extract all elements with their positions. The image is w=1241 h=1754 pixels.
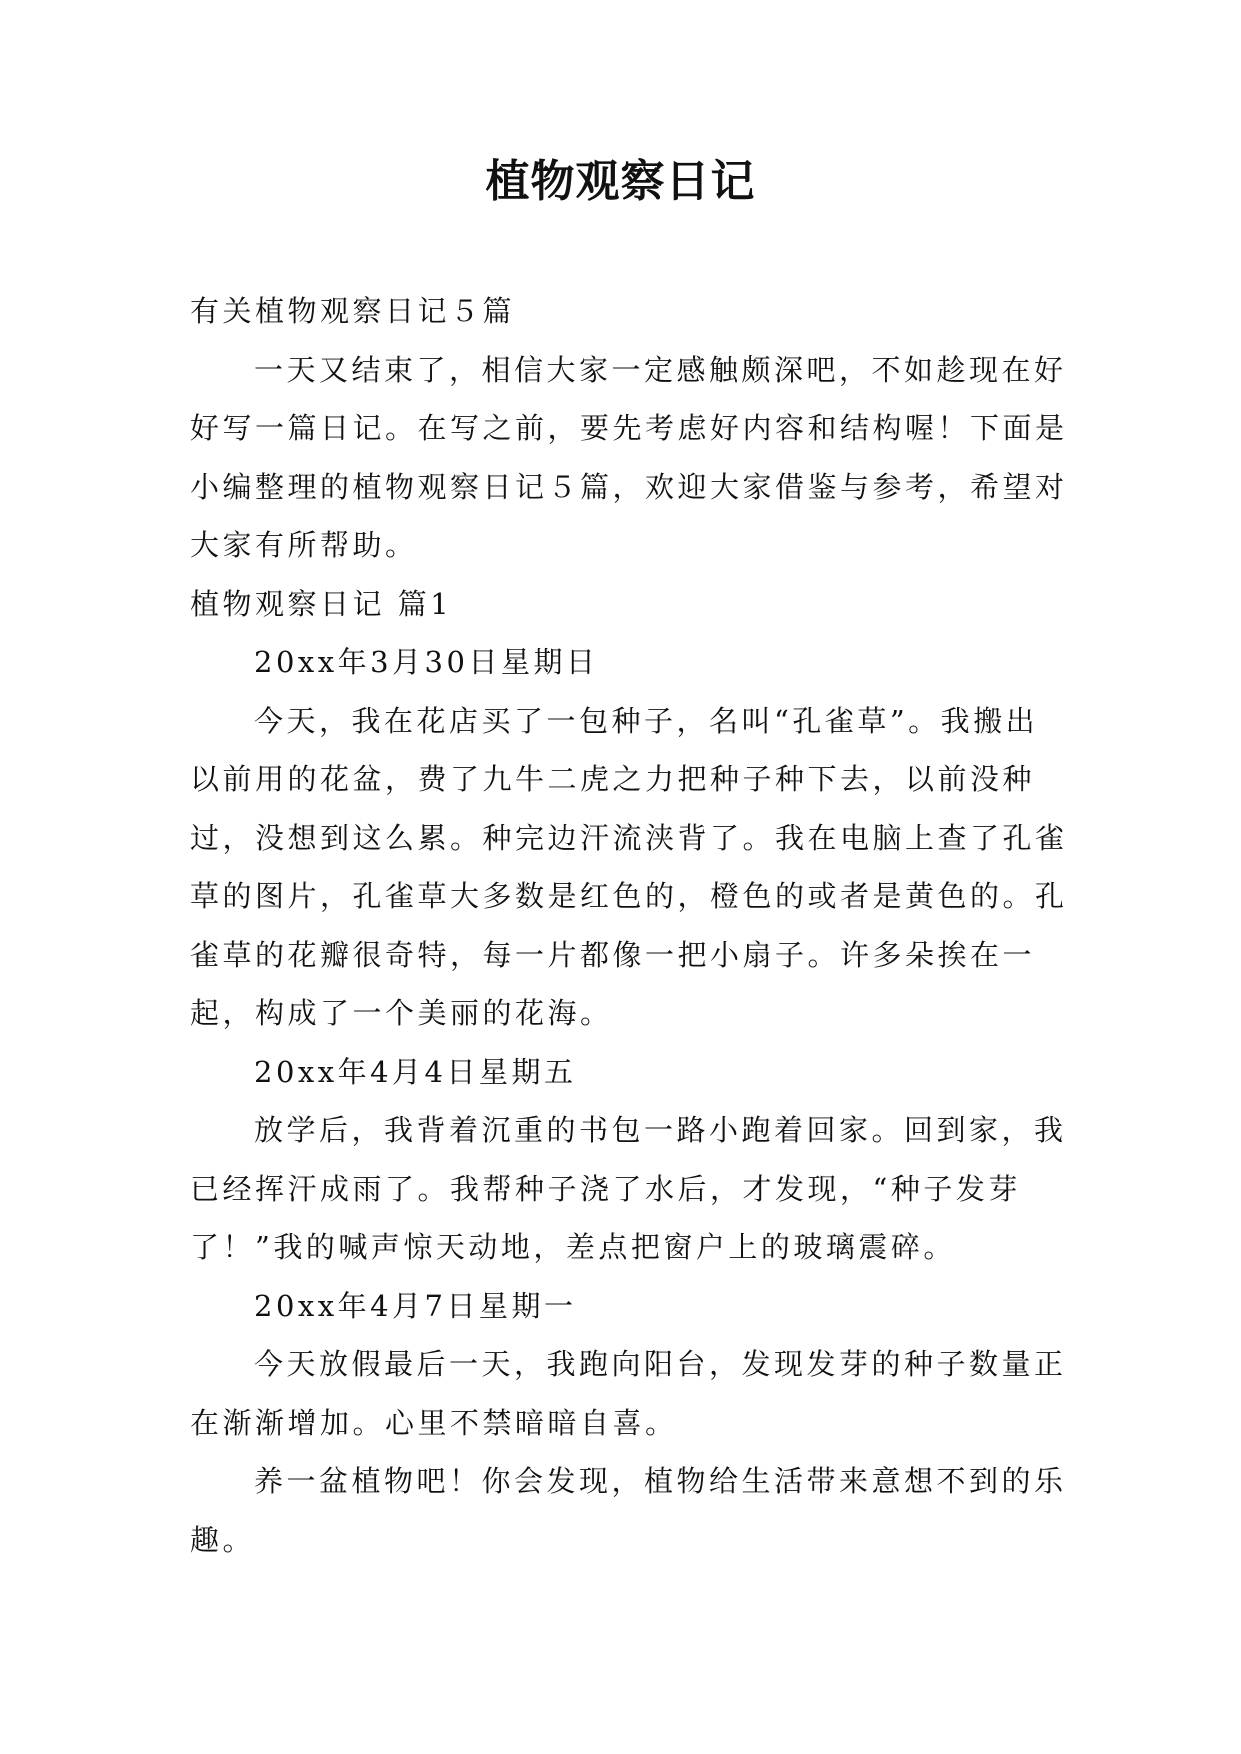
intro-paragraph: 一天又结束了，相信大家一定感触颇深吧，不如趁现在好好写一篇日记。在写之前，要先考虑好内容和结构喔！下面是小编整理的植物观察日记５篇，欢迎大家借鉴与参考，希望对大家有所帮助。 (190, 352, 1068, 562)
entry-paragraph: 今天放假最后一天，我跑向阳台，发现发芽的种子数量正在渐渐增加。心里不禁暗暗自喜。 (190, 1347, 1067, 1440)
entry-paragraph: 放学后，我背着沉重的书包一路小跑着回家。回到家，我已经挥汗成雨了。我帮种子浇了水后，才发现，“种子发芽了！”我的喊声惊天动地，差点把窗户上的玻璃震碎。 (190, 1113, 1067, 1264)
entry-paragraph: 今天，我在花店买了一包种子，名叫“孔雀草”。我搬出以前用的花盆，费了九牛二虎之力把种子种下去，以前没种过，没想到这么累。种完边汗流浃背了。我在电脑上查了孔雀草的图片，孔雀草大多数是红色的，橙色的或者是黄色的。孔雀草的花瓣很奇特，每一片都像一把小扇子。许多朵挨在一起，构成了一个美丽的花海。 (190, 703, 1068, 1030)
section-heading: 植物观察日记 篇1 (190, 586, 453, 621)
entry-date: 20xx年4月4日星期五 (254, 1054, 577, 1089)
document-body (190, 282, 1070, 1569)
page-title: 植物观察日记 (485, 156, 756, 207)
document-subtitle: 有关植物观察日记５篇 (190, 294, 516, 328)
closing-paragraph: 养一盆植物吧！你会发现，植物给生活带来意想不到的乐趣。 (190, 1464, 1067, 1557)
entry-date: 20xx年4月7日星期一 (254, 1288, 577, 1323)
entry-date: 20xx年3月30日星期日 (254, 645, 599, 679)
